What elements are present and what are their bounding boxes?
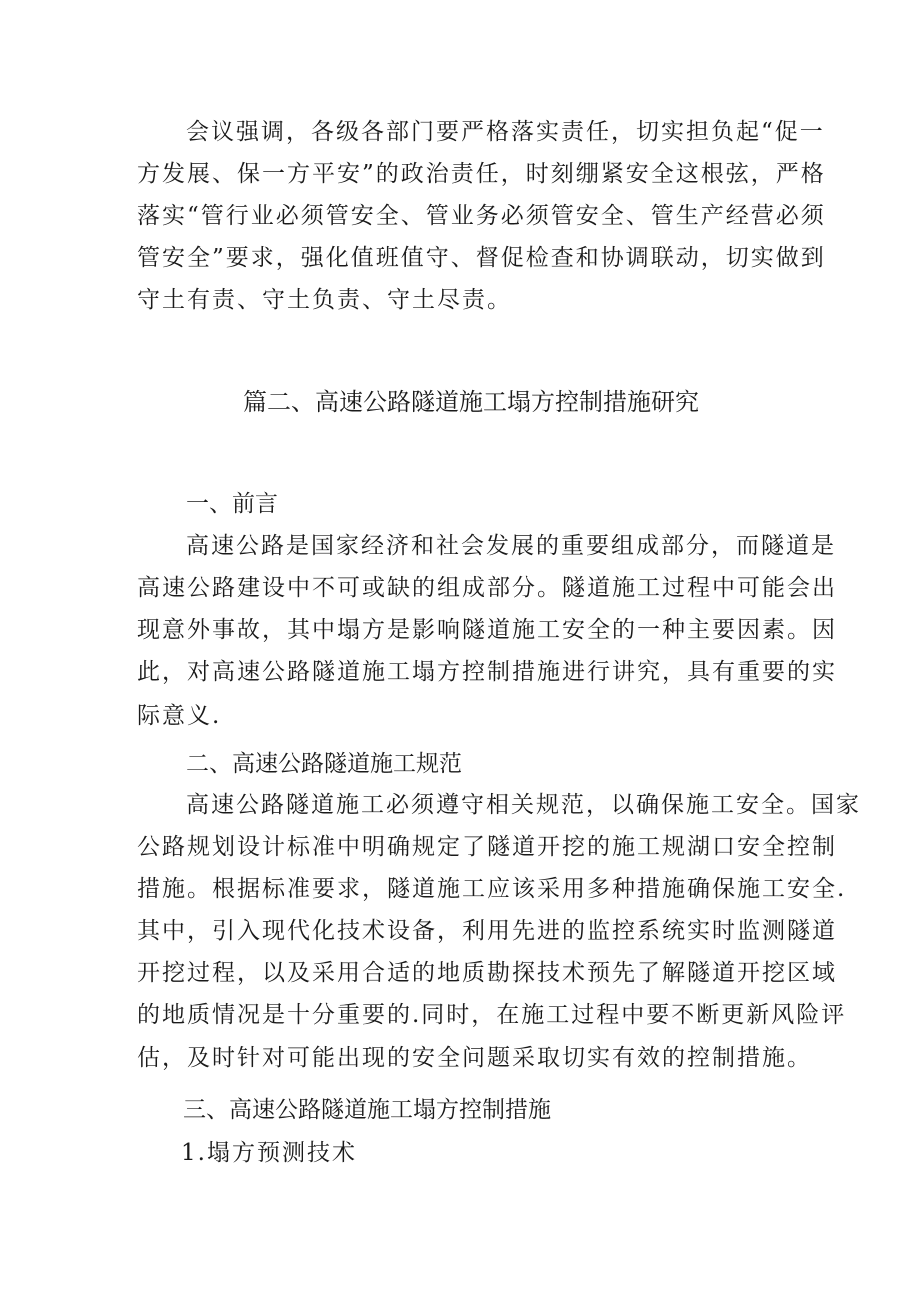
para-intro-line-3: 落实“管行业必须管安全、管业务必须管安全、管生产经营必须 (137, 203, 826, 229)
section-2-line-7: 估，及时针对可能出现的安全问题采取切实有效的控制措施。 (137, 1045, 812, 1071)
para-intro-line-5: 守土有责、守土负责、守土尽责。 (137, 287, 512, 313)
section-3-subheading: 1.塌方预测技术 (181, 1140, 357, 1166)
section-1-line-5: 际意义. (137, 703, 222, 729)
section-2-line-3: 措施。根据标准要求，隧道施工应该采用多种措施确保施工安全. (137, 876, 847, 902)
section-1-line-3: 现意外事故，其中塌方是影响隧道施工安全的一种主要因素。因 (137, 617, 837, 643)
para-intro-line-2: 方发展、保一方平安”的政治责任，时刻绷紧安全这根弦，严格 (137, 161, 826, 187)
section-2-line-1: 高速公路隧道施工必须遵守相关规范，以确保施工安全。国家 (186, 792, 861, 818)
section-1-line-1: 高速公路是国家经济和社会发展的重要组成部分，而隧道是 (186, 533, 836, 559)
para-intro-line-4: 管安全”要求，强化值班值守、督促检查和协调联动，切实做到 (137, 245, 826, 271)
article-title: 篇二、高速公路隧道施工塌方控制措施研究 (243, 388, 699, 416)
para-intro-line-1: 会议强调，各级各部门要严格落实责任，切实担负起“促一 (186, 119, 825, 145)
section-2-line-4: 其中，引入现代化技术设备，利用先进的监控系统实时监测隧道 (137, 918, 837, 944)
section-1-heading: 一、前言 (186, 491, 278, 517)
section-2-line-5: 开挖过程，以及采用合适的地质勘探技术预先了解隧道开挖区域 (137, 960, 837, 986)
section-2-line-6: 的地质情况是十分重要的.同时，在施工过程中要不断更新风险评 (137, 1002, 847, 1028)
section-2-heading: 二、高速公路隧道施工规范 (186, 751, 462, 777)
section-3-heading: 三、高速公路隧道施工塌方控制措施 (183, 1097, 551, 1123)
section-1-line-4: 此，对高速公路隧道施工塌方控制措施进行讲究，具有重要的实 (137, 659, 837, 685)
section-2-line-2: 公路规划设计标准中明确规定了隧道开挖的施工规湖口安全控制 (137, 834, 837, 860)
section-1-line-2: 高速公路建设中不可或缺的组成部分。隧道施工过程中可能会出 (137, 575, 837, 601)
